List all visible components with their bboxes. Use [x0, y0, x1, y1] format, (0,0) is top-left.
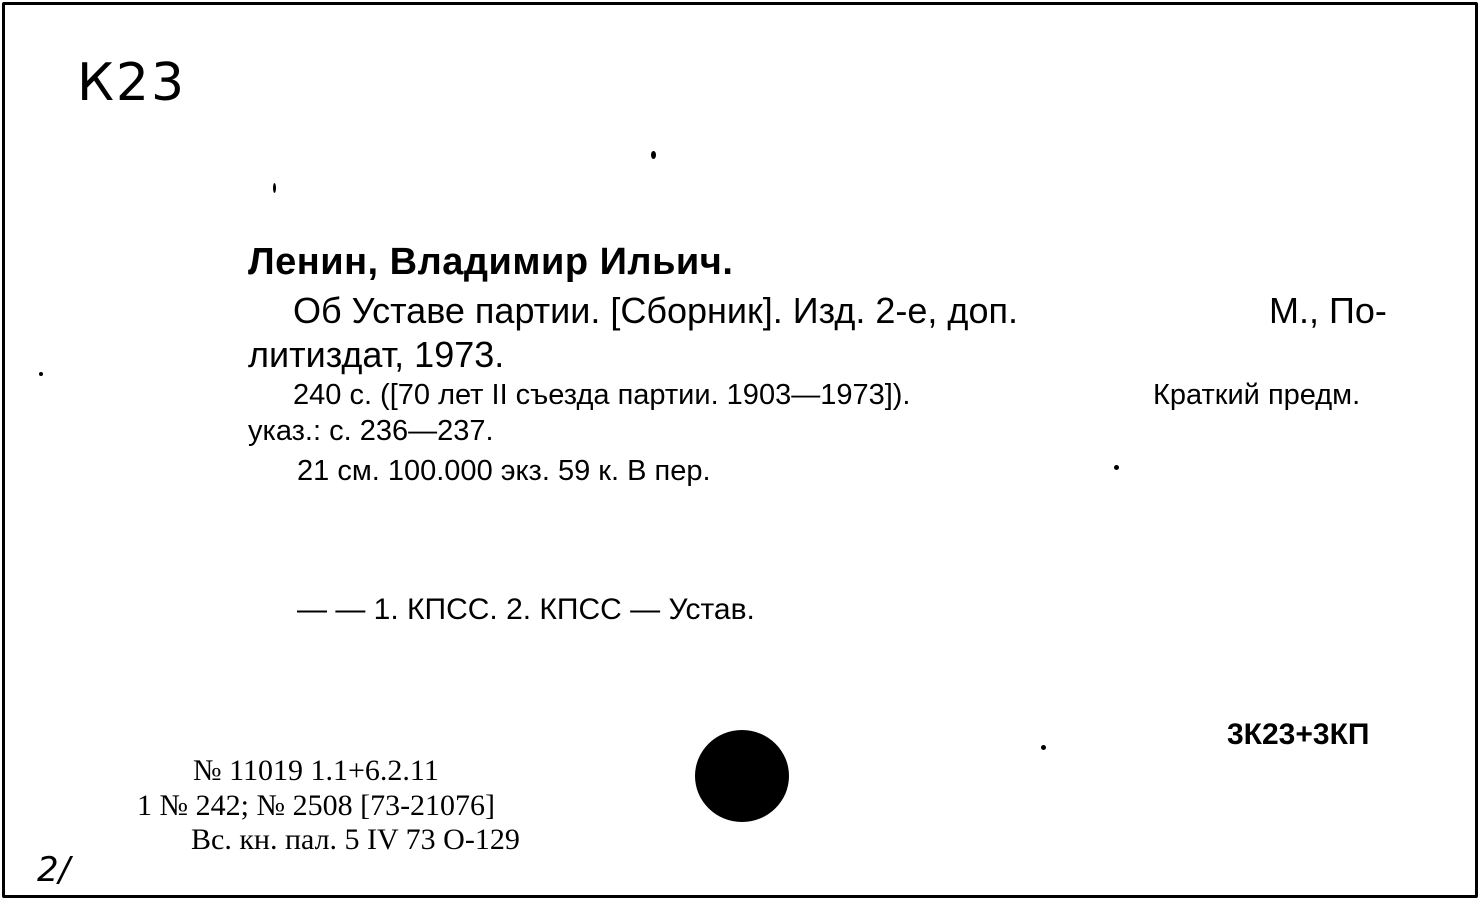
handwritten-call-number: К23	[77, 53, 187, 113]
title-statement: Об Уставе партии. [Сборник]. Изд. 2-е, доп.	[293, 290, 1018, 331]
classification-code: 3К23+3КП	[1227, 718, 1370, 751]
catalog-card	[2, 2, 1478, 898]
registry-numbers: 1 № 242; № 2508 [73-21076]	[137, 789, 496, 822]
handwritten-mark: 2/	[37, 850, 71, 890]
index-pages: указ.: с. 236—237.	[248, 415, 494, 447]
book-chamber-note: Вс. кн. пал. 5 IV 73 О-129	[191, 823, 520, 856]
ink-speck	[1041, 745, 1046, 750]
ink-speck	[1114, 465, 1119, 470]
ink-speck	[651, 151, 656, 159]
subject-headings: — — 1. КПСС. 2. КПСС — Устав.	[297, 593, 755, 626]
registry-number: № 11019 1.1+6.2.11	[193, 754, 439, 787]
index-note: Краткий предм.	[1153, 379, 1361, 411]
punch-hole	[695, 730, 789, 822]
physical-description: 21 см. 100.000 экз. 59 к. В пер.	[297, 455, 711, 487]
collation-series: 240 с. ([70 лет II съезда партии. 1903—1973]).	[293, 379, 911, 411]
ink-speck	[39, 372, 43, 376]
publisher-year: литиздат, 1973.	[248, 334, 505, 375]
ink-speck	[273, 183, 276, 193]
author-heading: Ленин, Владимир Ильич.	[248, 241, 734, 283]
publication-place: М., По-	[1269, 290, 1387, 331]
